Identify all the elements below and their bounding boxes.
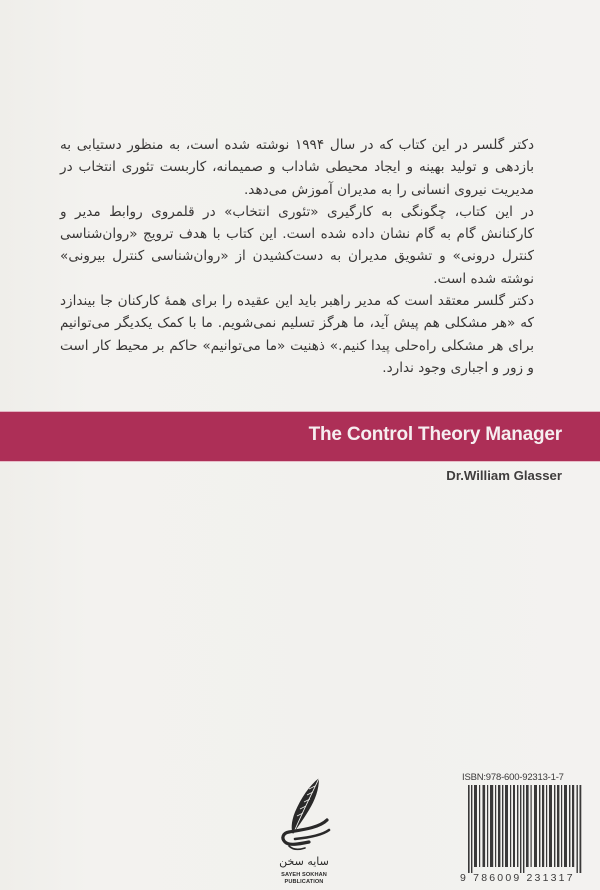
blurb-paragraph-1: دکتر گلسر در این کتاب که در سال ۱۹۹۴ نوشته شده است، به منظور دستیابی به بازدهی و تولید بهینه و ایجاد محیطی شاداب و صمیمانه، کاربست تئوری انتخاب در مدیریت نیروی انسانی را به مدیران آموزش می‌دهد.: [60, 137, 534, 198]
book-title-en: The Control Theory Manager: [308, 424, 562, 445]
barcode-digits: 9 786009 231317: [460, 872, 575, 884]
publisher-name-fa: سایه سخن: [279, 855, 329, 868]
blurb-paragraph-3: دکتر گلسر معتقد است که مدیر راهبر باید این عقیده را برای همهٔ کارکنان جا بیندازد که «هر مشکلی هم پیش آید، ما هرگز تسلیم نمی‌شویم. ما با کمک یکدیگر می‌توانیم برای هر مشکلی راه‌حلی پیدا کنیم.» ذهنیت «ما می‌توانیم» حاکم بر محیط کار است و زور و اجباری وجود ندارد.: [60, 293, 534, 376]
barcode-icon: [468, 785, 582, 873]
publisher-name-en: SAYEH SOKHAN: [281, 872, 327, 878]
feather-quill-icon: [275, 772, 333, 856]
blurb-paragraph-2: در این کتاب، چگونگی به کارگیری «تئوری انتخاب» در قلمروی روابط مدیر و کارکنانش گام به گام نشان داده شده است. این کتاب با هدف ترویج «روان‌شناسی کنترل درونی» و تشویق مدیران به دست‌کشیدن از «روان‌شناسی کنترل بیرونی» نوشته شده است.: [60, 203, 534, 287]
title-band: [0, 412, 600, 461]
isbn-label: ISBN:978-600-92313-1-7: [462, 772, 564, 783]
blurb-text: [60, 134, 534, 379]
publisher-subtitle-en: PUBLICATION: [284, 879, 324, 885]
publisher-logo: [275, 772, 333, 890]
author-name: Dr.William Glasser: [446, 468, 562, 483]
